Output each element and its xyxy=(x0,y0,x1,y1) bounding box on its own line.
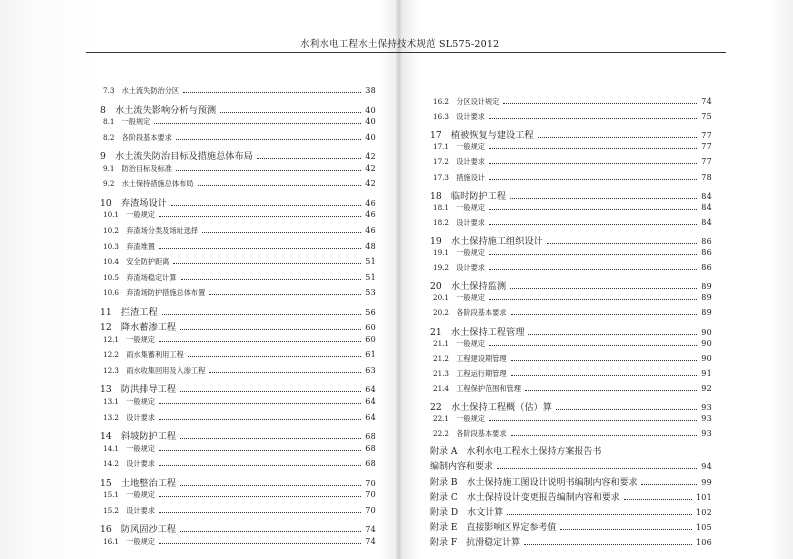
toc-entry-title: 7.3 水土流失防治分区 xyxy=(103,86,180,95)
toc-entry-page: 56 xyxy=(365,307,376,317)
toc-entry-title: 19.1 一般规定 xyxy=(433,248,485,257)
toc-leader-dots xyxy=(641,484,697,485)
toc-entry-title: 18.1 一般规定 xyxy=(433,202,485,212)
toc-leader-dots xyxy=(257,158,361,159)
toc-entry xyxy=(100,335,376,349)
toc-entry xyxy=(430,505,712,519)
toc-entry-page: 93 xyxy=(701,403,712,412)
toc-entry-page: 68 xyxy=(365,459,376,469)
toc-entry xyxy=(430,127,712,141)
toc-leader-dots xyxy=(171,205,361,206)
toc-entry xyxy=(100,304,376,318)
toc-entry-title: 15 土地整治工程 xyxy=(100,477,177,489)
toc-entry xyxy=(430,354,712,368)
toc-entry xyxy=(430,399,712,413)
toc-leader-dots xyxy=(510,198,697,199)
toc-entry-title: 17 植被恢复与建设工程 xyxy=(430,130,534,142)
toc-entry xyxy=(100,428,376,442)
toc-entry-page: 48 xyxy=(365,241,376,251)
toc-entry-page: 40 xyxy=(365,132,376,142)
toc-leader-dots xyxy=(497,468,697,469)
toc-leader-dots xyxy=(538,137,698,138)
toc-leader-dots xyxy=(159,543,361,544)
toc-leader-dots xyxy=(159,216,361,217)
toc-entry-title: 20 水土保持监测 xyxy=(430,281,507,293)
toc-entry-title: 19 水土保持施工组织设计 xyxy=(430,235,543,247)
toc-entry-page: 64 xyxy=(365,397,376,406)
toc-entry xyxy=(430,248,712,262)
toc-entry-title: 16.2 分区设计规定 xyxy=(433,97,500,106)
toc-entry-page: 93 xyxy=(701,414,712,424)
toc-entry-page: 42 xyxy=(365,179,376,189)
toc-entry-title: 10.1 一般规定 xyxy=(103,210,155,220)
toc-entry-page: 40 xyxy=(365,105,376,115)
toc-leader-dots xyxy=(503,103,697,104)
toc-entry-page: 60 xyxy=(365,334,376,344)
toc-leader-dots xyxy=(507,514,692,515)
toc-entry xyxy=(430,203,712,217)
toc-entry xyxy=(100,133,376,147)
toc-entry-title: 12 降水蓄渗工程 xyxy=(100,322,177,334)
toc-entry-page: 84 xyxy=(701,191,712,201)
toc-entry-page: 86 xyxy=(701,263,712,273)
toc-entry-title: 13 防洪排导工程 xyxy=(100,384,177,396)
toc-entry xyxy=(430,384,712,398)
toc-entry-page: 46 xyxy=(365,225,376,235)
toc-leader-dots xyxy=(489,148,697,149)
toc-entry-title: 14.1 一般规定 xyxy=(103,443,155,453)
toc-leader-dots xyxy=(162,314,362,315)
toc-leader-dots xyxy=(176,170,361,171)
toc-entry-title: 17.1 一般规定 xyxy=(433,142,485,152)
toc-leader-dots xyxy=(511,314,698,315)
toc-entry-title: 10.3 弃渣堆置 xyxy=(103,241,155,251)
toc-entry-title: 21 水土保持工程管理 xyxy=(430,326,525,338)
toc-leader-dots xyxy=(209,294,361,295)
toc-leader-dots xyxy=(489,345,697,346)
toc-entry-page: 94 xyxy=(701,462,712,472)
toc-entry-page: 86 xyxy=(701,248,712,257)
toc-entry xyxy=(430,339,712,353)
toc-entry-title: 21.4 工程保护范围和管理 xyxy=(433,383,521,393)
toc-leader-dots xyxy=(510,288,697,289)
toc-leader-dots xyxy=(624,499,692,500)
toc-entry xyxy=(430,520,712,534)
toc-entry xyxy=(100,242,376,256)
toc-entry xyxy=(100,350,376,364)
toc-entry-page: 89 xyxy=(701,293,712,303)
toc-entry xyxy=(430,293,712,307)
toc-entry xyxy=(430,157,712,171)
toc-entry-page: 89 xyxy=(701,308,712,318)
header-rule xyxy=(86,52,726,53)
toc-leader-dots xyxy=(511,360,698,361)
toc-entry-page: 105 xyxy=(695,522,712,532)
toc-entry xyxy=(430,414,712,428)
toc-entry xyxy=(100,397,376,411)
toc-leader-dots xyxy=(220,112,361,113)
toc-entry xyxy=(100,537,376,551)
toc-entry-page: 77 xyxy=(701,142,712,152)
toc-entry-page: 70 xyxy=(365,490,376,500)
toc-leader-dots xyxy=(183,92,361,93)
toc-entry xyxy=(100,226,376,240)
toc-entry xyxy=(430,535,712,549)
toc-entry-page: 61 xyxy=(365,350,376,360)
toc-leader-dots xyxy=(547,243,697,244)
toc-entry-title: 16 防风固沙工程 xyxy=(100,524,177,536)
toc-entry xyxy=(100,506,376,520)
toc-entry-title: 16.1 一般规定 xyxy=(103,536,155,546)
toc-entry xyxy=(430,218,712,232)
toc-entry-title: 17.2 设计要求 xyxy=(433,157,485,167)
toc-entry-title: 20.2 各阶段基本要求 xyxy=(433,308,507,318)
toc-entry-page: 106 xyxy=(695,537,712,547)
toc-entry-title: 9.2 水土保持措施总体布局 xyxy=(103,179,194,189)
toc-entry-title: 10.5 弃渣场稳定计算 xyxy=(103,272,177,282)
toc-entry xyxy=(100,210,376,224)
toc-leader-dots xyxy=(159,248,361,249)
toc-entry-title: 19.2 设计要求 xyxy=(433,263,485,273)
toc-entry-page: 38 xyxy=(365,86,376,95)
toc-entry xyxy=(100,257,376,271)
toc-entry-page: 70 xyxy=(365,505,376,515)
toc-entry-title: 14.2 设计要求 xyxy=(103,459,155,469)
toc-leader-dots xyxy=(556,409,697,410)
toc-leader-dots xyxy=(181,279,362,280)
toc-entry xyxy=(100,148,376,162)
toc-entry xyxy=(100,413,376,427)
toc-entry xyxy=(100,195,376,209)
toc-entry-page: 101 xyxy=(695,492,712,502)
toc-leader-dots xyxy=(511,375,698,376)
header-title: 水利水电工程水土保持技术规范 SL575-2012 xyxy=(300,39,500,50)
toc-entry-page: 75 xyxy=(701,112,712,122)
toc-entry xyxy=(100,288,376,302)
toc-entry-page: 90 xyxy=(701,353,712,363)
toc-entry-title: 15.2 设计要求 xyxy=(103,505,155,515)
toc-leader-dots xyxy=(173,263,361,264)
toc-entry-title: 14 斜坡防护工程 xyxy=(100,431,177,443)
toc-entry-title: 10.4 安全防护距离 xyxy=(103,257,170,267)
toc-leader-dots xyxy=(180,438,361,439)
toc-entry-page: 70 xyxy=(365,478,376,488)
toc-entry-title: 附录 D 水文计算 xyxy=(430,507,504,518)
toc-leader-dots xyxy=(202,232,361,233)
toc-entry-page: 92 xyxy=(701,383,712,393)
toc-entry-page: 64 xyxy=(365,412,376,422)
toc-entry xyxy=(100,117,376,131)
toc-entry xyxy=(430,324,712,338)
toc-entry xyxy=(100,381,376,395)
toc-leader-dots xyxy=(489,299,697,300)
toc-entry xyxy=(100,475,376,489)
toc-leader-dots xyxy=(489,118,697,119)
toc-leader-dots xyxy=(188,356,362,357)
toc-entry-page: 42 xyxy=(365,163,376,173)
toc-entry-title: 13.1 一般规定 xyxy=(103,397,155,406)
toc-entry xyxy=(430,142,712,156)
toc-entry-page: 84 xyxy=(701,217,712,227)
toc-entry xyxy=(100,179,376,193)
toc-entry xyxy=(430,308,712,322)
toc-leader-dots xyxy=(489,269,697,270)
toc-leader-dots xyxy=(176,139,361,140)
toc-entry xyxy=(430,459,712,473)
toc-entry-title: 20.1 一般规定 xyxy=(433,293,485,303)
toc-leader-dots xyxy=(489,209,697,210)
toc-entry xyxy=(430,475,712,489)
toc-leader-dots xyxy=(159,341,361,342)
toc-entry-title: 21.2 工程建设期管理 xyxy=(433,353,507,363)
toc-entry xyxy=(430,369,712,383)
toc-entry-page: 74 xyxy=(365,525,376,535)
toc-leader-dots xyxy=(180,391,361,392)
toc-entry xyxy=(100,273,376,287)
toc-entry-title: 22 水土保持工程概（估）算 xyxy=(430,402,552,413)
toc-entry xyxy=(430,233,712,247)
toc-entry-title: 9.1 防治目标及标准 xyxy=(103,163,172,173)
toc-entry-page: 40 xyxy=(365,117,376,127)
toc-entry-page: 74 xyxy=(701,97,712,106)
toc-entry-page: 68 xyxy=(365,443,376,453)
toc-leader-dots xyxy=(489,224,697,225)
toc-entry xyxy=(430,97,712,111)
toc-entry-title: 17.3 措施设计 xyxy=(433,172,485,182)
toc-leader-dots xyxy=(511,435,698,436)
toc-entry-title: 18.2 设计要求 xyxy=(433,217,485,227)
toc-leader-dots xyxy=(154,123,361,124)
toc-entry-page: 84 xyxy=(701,202,712,212)
toc-entry xyxy=(430,490,712,504)
toc-entry-page: 77 xyxy=(701,131,712,141)
toc-leader-dots xyxy=(180,531,361,532)
toc-entry xyxy=(100,521,376,535)
toc-entry-title: 编制内容和要求 xyxy=(430,462,494,473)
toc-entry-page: 99 xyxy=(701,477,712,487)
toc-entry-title: 8 水土流失影响分析与预测 xyxy=(100,104,217,116)
toc-entry-title: 21.1 一般规定 xyxy=(433,338,485,348)
toc-entry-page: 60 xyxy=(365,323,376,333)
toc-entry xyxy=(100,366,376,380)
toc-entry xyxy=(100,490,376,504)
toc-entry-title: 附录 C 水土保持设计变更报告编制内容和要求 xyxy=(430,492,620,503)
toc-leader-dots xyxy=(180,329,361,330)
toc-entry-page: 51 xyxy=(365,257,376,267)
toc-entry xyxy=(430,173,712,187)
toc-entry xyxy=(100,86,376,100)
toc-entry xyxy=(100,319,376,333)
toc-leader-dots xyxy=(180,485,361,486)
toc-entry-title: 18 临时防护工程 xyxy=(430,190,507,202)
toc-entry-page: 77 xyxy=(701,157,712,167)
toc-entry xyxy=(100,102,376,116)
toc-entry-title: 12.3 雨水收集回用及入渗工程 xyxy=(103,365,206,375)
toc-entry-page: 90 xyxy=(701,338,712,348)
toc-entry-title: 8.1 一般规定 xyxy=(103,117,151,127)
toc-entry-page: 53 xyxy=(365,288,376,298)
toc-entry-page: 78 xyxy=(701,172,712,182)
toc-entry-page: 42 xyxy=(365,152,376,162)
toc-entry-page: 46 xyxy=(365,198,376,208)
toc-leader-dots xyxy=(489,163,697,164)
toc-entry-title: 22.2 各阶段基本要求 xyxy=(433,429,507,439)
toc-entry-page: 91 xyxy=(701,368,712,378)
toc-entry-title: 附录 F 抗滑稳定计算 xyxy=(430,537,521,548)
toc-entry xyxy=(430,112,712,126)
toc-entry-title: 9 水土流失防治目标及措施总体布局 xyxy=(100,151,253,163)
toc-leader-dots xyxy=(489,254,697,255)
toc-entry-page: 74 xyxy=(365,536,376,546)
toc-entry xyxy=(100,459,376,473)
toc-entry-title: 11 拦渣工程 xyxy=(100,306,158,318)
toc-entry-title: 13.2 设计要求 xyxy=(103,412,155,422)
toc-leader-dots xyxy=(159,419,361,420)
toc-entry-title: 12.1 一般规定 xyxy=(103,334,155,344)
toc-leader-dots xyxy=(209,372,361,373)
toc-entry-title: 15.1 一般规定 xyxy=(103,490,155,500)
toc-entry-title: 10.2 弃渣场分类及场址选择 xyxy=(103,225,199,235)
toc-entry-title: 附录 E 直接影响区界定参考值 xyxy=(430,522,557,533)
toc-entry-page: 63 xyxy=(365,365,376,375)
toc-entry-title: 8.2 各阶段基本要求 xyxy=(103,132,172,142)
toc-leader-dots xyxy=(524,544,692,545)
toc-entry xyxy=(430,444,712,458)
toc-leader-dots xyxy=(525,390,697,391)
toc-entry-page: 64 xyxy=(365,385,376,395)
toc-entry-title: 10 弃渣场设计 xyxy=(100,197,167,209)
toc-leader-dots xyxy=(159,403,361,404)
toc-leader-dots xyxy=(489,179,697,180)
toc-entry-page: 86 xyxy=(701,236,712,246)
toc-entry-page: 89 xyxy=(701,282,712,292)
toc-entry-title: 附录 A 水利水电工程水土保持方案报告书 xyxy=(430,447,602,458)
toc-entry xyxy=(100,164,376,178)
toc-entry-page: 51 xyxy=(365,272,376,282)
toc-entry xyxy=(430,263,712,277)
toc-entry-title: 16.3 设计要求 xyxy=(433,112,485,122)
toc-entry xyxy=(430,429,712,443)
toc-entry-page: 102 xyxy=(695,507,712,517)
toc-entry xyxy=(100,444,376,458)
toc-leader-dots xyxy=(159,496,361,497)
toc-entry-title: 附录 B 水土保持施工图设计说明书编制内容和要求 xyxy=(430,477,638,488)
toc-entry-title: 21.3 工程运行期管理 xyxy=(433,368,507,378)
toc-entry-page: 68 xyxy=(365,432,376,442)
toc-leader-dots xyxy=(159,450,361,451)
toc-leader-dots xyxy=(528,334,697,335)
toc-entry-title: 22.1 一般规定 xyxy=(433,414,485,424)
toc-leader-dots xyxy=(489,420,697,421)
toc-entry xyxy=(430,278,712,292)
toc-entry xyxy=(430,188,712,202)
toc-entry-page: 90 xyxy=(701,327,712,337)
book-spine xyxy=(396,0,402,559)
toc-entry-page: 46 xyxy=(365,210,376,220)
toc-entry-title: 10.6 弃渣场防护措施总体布置 xyxy=(103,288,206,298)
toc-leader-dots xyxy=(159,465,361,466)
toc-leader-dots xyxy=(198,185,362,186)
toc-entry-page: 93 xyxy=(701,429,712,439)
toc-entry-title: 12.2 雨水集蓄利用工程 xyxy=(103,350,184,360)
toc-leader-dots xyxy=(560,529,691,530)
toc-leader-dots xyxy=(159,512,361,513)
